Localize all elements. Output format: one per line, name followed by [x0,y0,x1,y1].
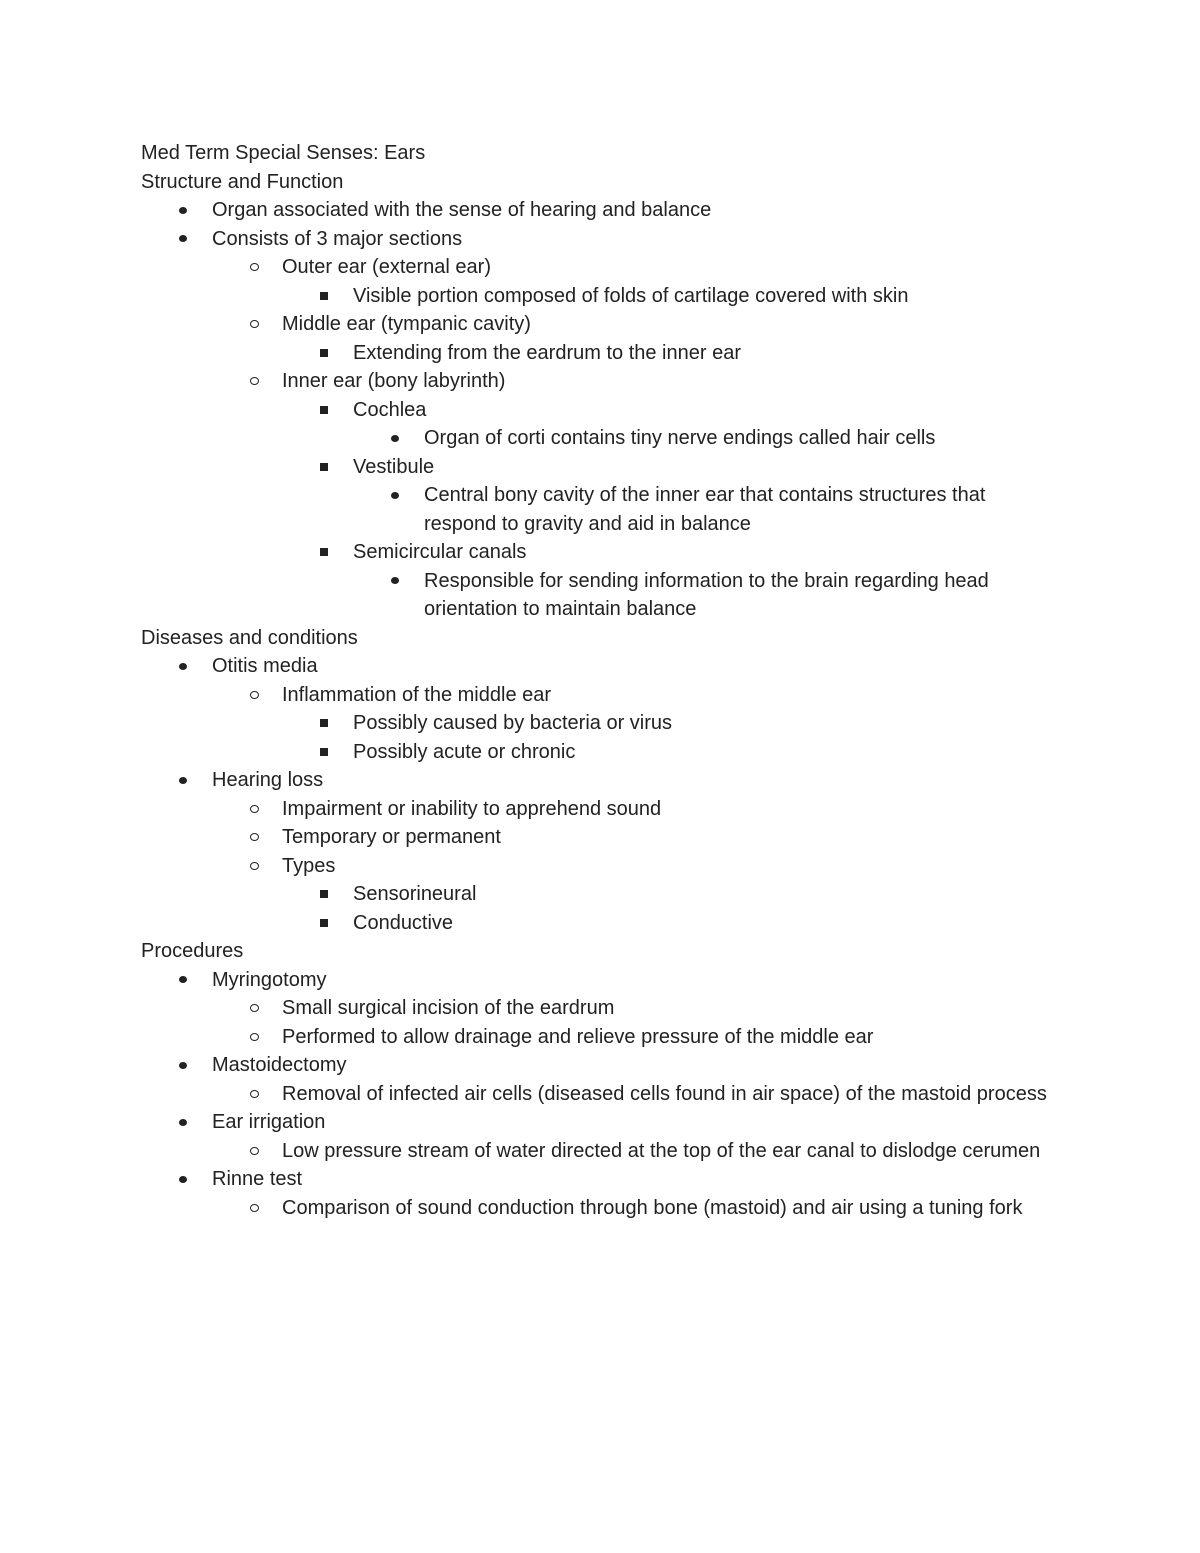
document-body [141,139,1061,1222]
list-item-text: Semicircular canals [353,541,527,563]
circle-bullet-icon [244,994,264,1023]
list-item-text: Small surgical incision of the eardrum [282,997,615,1019]
circle-bullet-icon [244,1080,264,1109]
list-item-text: Middle ear (tympanic cavity) [282,313,531,335]
section-heading-procedures: Procedures [141,940,244,962]
list-item-text: Otitis media [212,655,318,677]
disc-bullet-icon [173,652,193,681]
square-bullet-icon [314,282,334,311]
square-bullet-icon [314,339,334,368]
list-item-text: Consists of 3 major sections [212,227,463,250]
list-item [141,652,1061,681]
list-item-text: Myringotomy [212,968,327,991]
list-item-text: Ear irrigation [212,1111,326,1133]
list-item-text: Conductive [353,911,454,934]
list-item-text: Organ of corti contains tiny nerve endings called hair cells [424,427,936,449]
list-item [141,1194,1061,1223]
circle-bullet-icon [244,310,264,339]
list-item-text: Central bony cavity of the inner ear that contains structures that respond to gravity and aid in balance [424,484,986,535]
list-item-text: Organ associated with the sense of hearing and balance [212,199,712,221]
list-item [141,795,1061,824]
list-item-text: Impairment or inability to apprehend sound [282,797,662,820]
circle-bullet-icon [244,795,264,824]
list-item-text: Mastoidectomy [212,1054,347,1076]
disc-bullet-icon [173,1108,193,1137]
disc-bullet-icon [173,966,193,995]
disc-bullet-icon [385,481,405,510]
circle-bullet-icon [244,253,264,282]
list-item [141,966,1061,995]
list-item [141,424,1061,453]
list-item [141,709,1061,738]
list-item [141,282,1061,311]
list-item [141,481,1061,538]
disc-bullet-icon [173,196,193,225]
list-item [141,823,1061,852]
disc-bullet-icon [173,1165,193,1194]
list-item [141,453,1061,482]
list-item [141,1108,1061,1137]
list-item [141,367,1061,396]
list-item-text: Sensorineural [353,883,477,905]
square-bullet-icon [314,709,334,738]
list-item-text: Temporary or permanent [282,826,501,848]
section-heading-diseases: Diseases and conditions [141,626,358,649]
circle-bullet-icon [244,823,264,852]
disc-bullet-icon [385,567,405,596]
square-bullet-icon [314,396,334,425]
square-bullet-icon [314,880,334,909]
list-item-text: Possibly acute or chronic [353,740,576,763]
circle-bullet-icon [244,367,264,396]
list-item [141,738,1061,767]
list-item [141,253,1061,282]
list-item [141,225,1061,254]
square-bullet-icon [314,453,334,482]
list-item [141,1137,1061,1166]
list-item [141,681,1061,710]
list-item-text: Types [282,854,336,877]
disc-bullet-icon [173,766,193,795]
square-bullet-icon [314,738,334,767]
list-item [141,766,1061,795]
list-item-text: Vestibule [353,455,435,478]
list-item-text: Rinne test [212,1168,303,1190]
list-item [141,567,1061,624]
list-item [141,880,1061,909]
list-item [141,1165,1061,1194]
list-item-text: Extending from the eardrum to the inner ear [353,341,741,364]
square-bullet-icon [314,538,334,567]
list-item-text: Inflammation of the middle ear [282,683,552,706]
circle-bullet-icon [244,1194,264,1223]
list-item-text: Comparison of sound conduction through bone (mastoid) and air using a tuning fork [282,1196,1023,1219]
list-item [141,1080,1061,1109]
list-item [141,310,1061,339]
list-item-text: Performed to allow drainage and relieve pressure of the middle ear [282,1025,874,1048]
list-item-text: Hearing loss [212,769,324,791]
list-item-text: Removal of infected air cells (diseased cells found in air space) of the mastoid process [282,1082,1047,1105]
list-item [141,1023,1061,1052]
list-item [141,339,1061,368]
list-item [141,196,1061,225]
circle-bullet-icon [244,1137,264,1166]
disc-bullet-icon [173,225,193,254]
list-item-text: Visible portion composed of folds of cartilage covered with skin [353,284,909,307]
list-item [141,538,1061,567]
list-item [141,396,1061,425]
square-bullet-icon [314,909,334,938]
disc-bullet-icon [173,1051,193,1080]
list-item [141,909,1061,938]
circle-bullet-icon [244,1023,264,1052]
list-item-text: Low pressure stream of water directed at the top of the ear canal to dislodge cerumen [282,1139,1041,1162]
circle-bullet-icon [244,852,264,881]
list-item [141,852,1061,881]
section-heading-structure: Structure and Function [141,170,344,193]
document-title: Med Term Special Senses: Ears [141,142,426,164]
list-item-text: Possibly caused by bacteria or virus [353,712,673,734]
list-item-text: Inner ear (bony labyrinth) [282,370,506,392]
list-item [141,994,1061,1023]
list-item-text: Cochlea [353,398,427,421]
list-item-text: Responsible for sending information to the brain regarding head orientation to maintain balance [424,569,989,620]
circle-bullet-icon [244,681,264,710]
disc-bullet-icon [385,424,405,453]
list-item-text: Outer ear (external ear) [282,256,491,278]
list-item [141,1051,1061,1080]
